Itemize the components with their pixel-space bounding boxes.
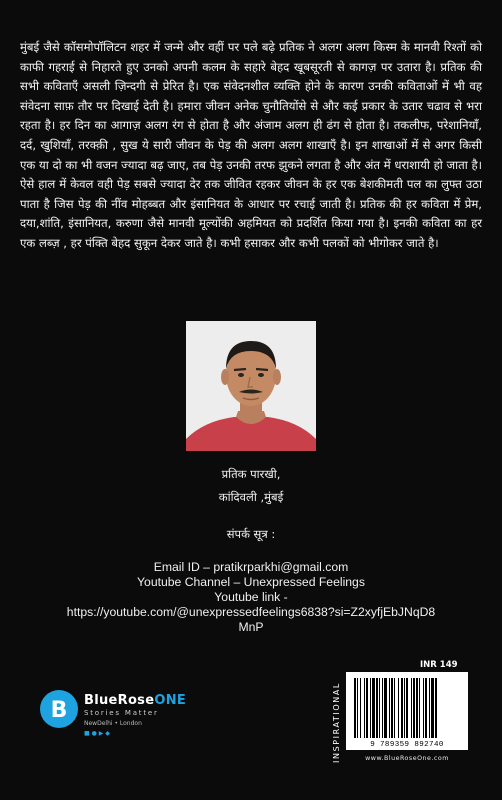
contact-youtube-channel: Youtube Channel – Unexpressed Feelings (137, 575, 365, 589)
publisher-tagline: Stories Matter (84, 709, 159, 717)
publisher-b-icon (40, 690, 78, 728)
svg-text:B: B (50, 698, 68, 723)
isbn-number: 9 789359 892740 (370, 741, 444, 749)
author-photo (186, 321, 316, 451)
barcode-icon (346, 672, 468, 750)
contact-youtube-link-label: Youtube link - (214, 590, 288, 604)
author-portrait-icon (186, 321, 316, 451)
contact-youtube-url: https://youtube.com/@unexpressedfeelings6838?si=Z2xyfjEbJNqD8 (66, 605, 436, 619)
author-location: कांदिवली ,मुंबई (218, 490, 284, 504)
publisher-logo (40, 686, 187, 742)
isbn-barcode (346, 672, 468, 750)
publisher-locations: NewDelhi • London (84, 720, 142, 727)
publisher-website: www.BlueRoseOne.com (365, 755, 449, 762)
price-label: INR 149 (420, 660, 458, 670)
contact-heading: संपर्क सूत्र : (226, 527, 276, 541)
author-name: प्रतिक पारखी, (221, 467, 281, 481)
social-media-icons: ■ ● ▶ ◆ (84, 730, 110, 737)
genre-label: INSPIRATIONAL (331, 681, 341, 763)
contact-youtube-url-continued: MnP (238, 620, 264, 634)
contact-email: Email ID – pratikrparkhi@gmail.com (153, 560, 349, 574)
publisher-name: BlueRoseONE (84, 693, 187, 708)
back-cover-blurb: मुंबई जैसे कॉसमोपॉलिटन शहर में जन्मे और वहीं पर पले बढ़े प्रतिक ने अलग अलग किस्म के मानवी रिश्तों को काफी गहराई से निहारते हुए उनको अपनी कलम के सहारे बेहद खूबसूरती से कागज़ पर उतारा है। प्रतिक की सभी कविताएँ असली ज़िन्दगी से प्रेरित है। एक संवेदनशील व्यक्ति होने के कारण उनकी कविताओं में भी वह संवेदना साफ़ तौर पर दिखाई देती है। हमारा जीवन अनेक चुनौतियोंसे से और कई प्रकार के उतार चढाव से भरा रहता है। हर दिन का आगाज़ अलग रंग से होता है और अंजाम अलग ही ढंग से होता है। तकलीफ, परेशानियाँ, दर्द, खुशियाँ, तरक्क़ी , सुख ये सारी जीवन के पेड़ की अलग अलग शाखाएँ है। इन शाखाओं में से अगर किसी एक या दो का भी वजन ज्यादा बढ़ जाए, तब पेड़ उनकी तरफ झुकने लगता है और अंत में धराशायी हो जाता है। ऐसे हाल में केवल वही पेड़ सबसे ज्यादा देर तक जीवित रहकर जीवन के हर एक बेशकीमती पल का लुफ्त उठा पाता है जिस पेड़ की नींव मोहब्बत और इंसानियत के आधार पर रचाई जाती है। प्रतिक की हर कविता में प्रेम, दया,शांति, इंसानियत, करुणा जैसे मानवी मूल्योंकी अहमियत को प्रदर्शित किया गया है। इनकी कविता का हर एक लब्ज़ , हर पंक्ति बेहद सुकून देकर जाते है। कभी हसाकर और कभी पलकों को भीगोकर जाते है। (20, 40, 482, 250)
